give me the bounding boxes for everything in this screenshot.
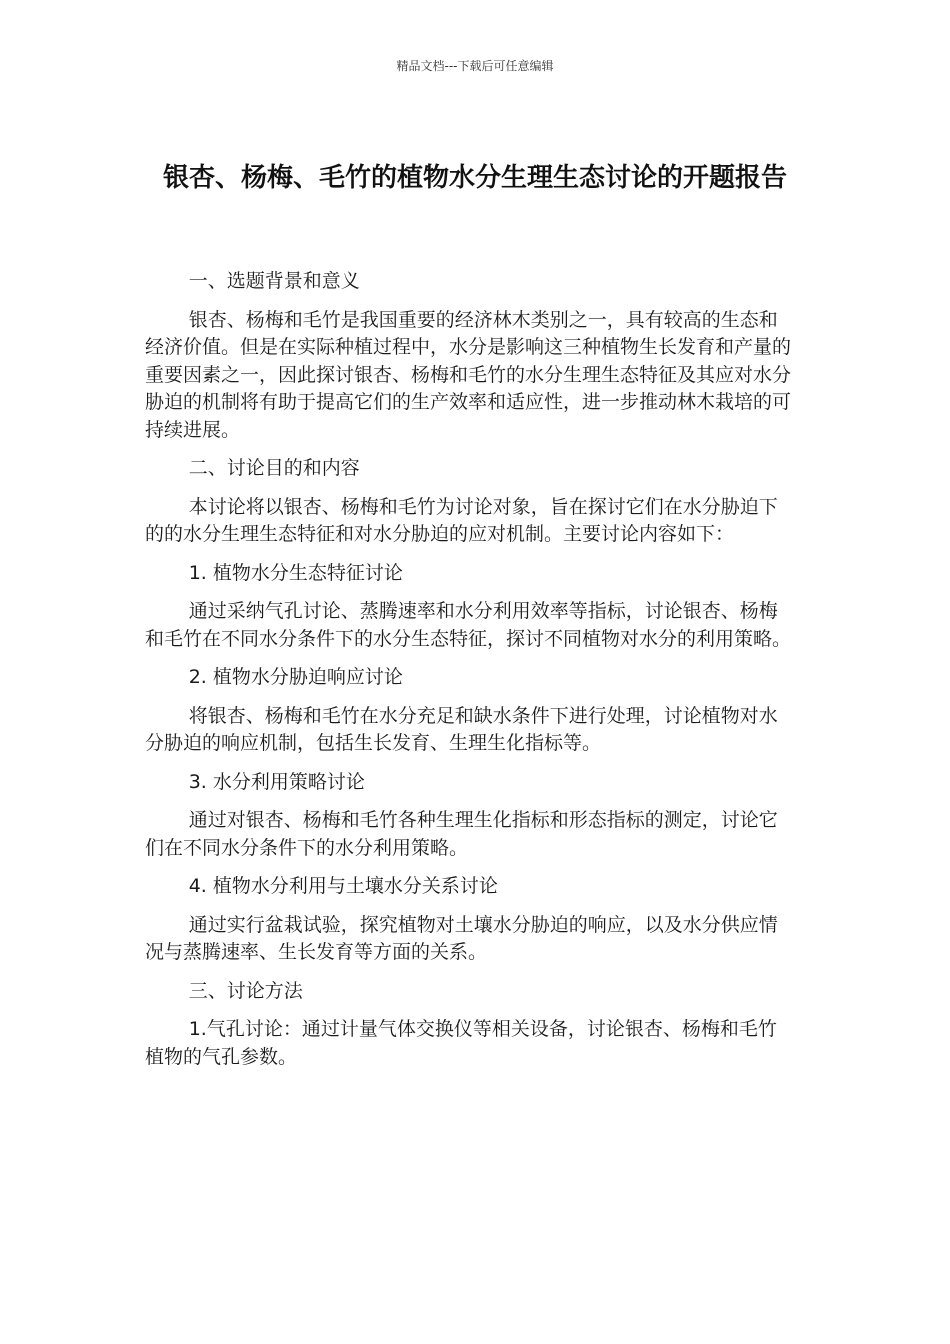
document-title: 银杏、杨梅、毛竹的植物水分生理生态讨论的开题报告 <box>162 163 787 194</box>
paragraph-objectives: 本讨论将以银杏、杨梅和毛竹为讨论对象，旨在探讨它们在水分胁迫下的的水分生理生态特征和对水分胁迫的应对机制。主要讨论内容如下： <box>145 495 778 545</box>
subheading-4: 4. 植物水分利用与土壤水分关系讨论 <box>188 875 498 897</box>
page-header: 精品文档---下载后可任意编辑 <box>396 59 554 73</box>
section-heading-methods: 三、讨论方法 <box>188 979 303 1002</box>
document-body <box>145 268 795 1082</box>
subheading-1: 1. 植物水分生态特征讨论 <box>188 561 403 584</box>
paragraph-1: 通过采纳气孔讨论、蒸腾速率和水分利用效率等指标，讨论银杏、杨梅和毛竹在不同水分条件下的水分生态特征，探讨不同植物对水分的利用策略。 <box>145 600 792 650</box>
paragraph-methods-1: 1.气孔讨论：通过计量气体交换仪等相关设备，讨论银杏、杨梅和毛竹植物的气孔参数。 <box>145 1018 777 1068</box>
section-heading-background: 一、选题背景和意义 <box>188 270 360 292</box>
paragraph-background: 银杏、杨梅和毛竹是我国重要的经济林木类别之一，具有较高的生态和经济价值。但是在实际种植过程中，水分是影响这三种植物生长发育和产量的重要因素之一，因此探讨银杏、杨梅和毛竹的水分生理生态特征及其应对水分胁迫的机制将有助于提高它们的生产效率和适应性，进一步推动林木栽培的可持续进展。 <box>145 308 792 441</box>
subheading-2: 2. 植物水分胁迫响应讨论 <box>188 666 403 688</box>
paragraph-3: 通过对银杏、杨梅和毛竹各种生理生化指标和形态指标的测定，讨论它们在不同水分条件下的水分利用策略。 <box>145 809 778 859</box>
paragraph-4: 通过实行盆栽试验，探究植物对土壤水分胁迫的响应，以及水分供应情况与蒸腾速率、生长发育等方面的关系。 <box>145 913 778 963</box>
subheading-3: 3. 水分利用策略讨论 <box>188 770 365 793</box>
section-heading-objectives: 二、讨论目的和内容 <box>188 457 360 479</box>
paragraph-2: 将银杏、杨梅和毛竹在水分充足和缺水条件下进行处理，讨论植物对水分胁迫的响应机制，包括生长发育、生理生化指标等。 <box>145 704 778 754</box>
